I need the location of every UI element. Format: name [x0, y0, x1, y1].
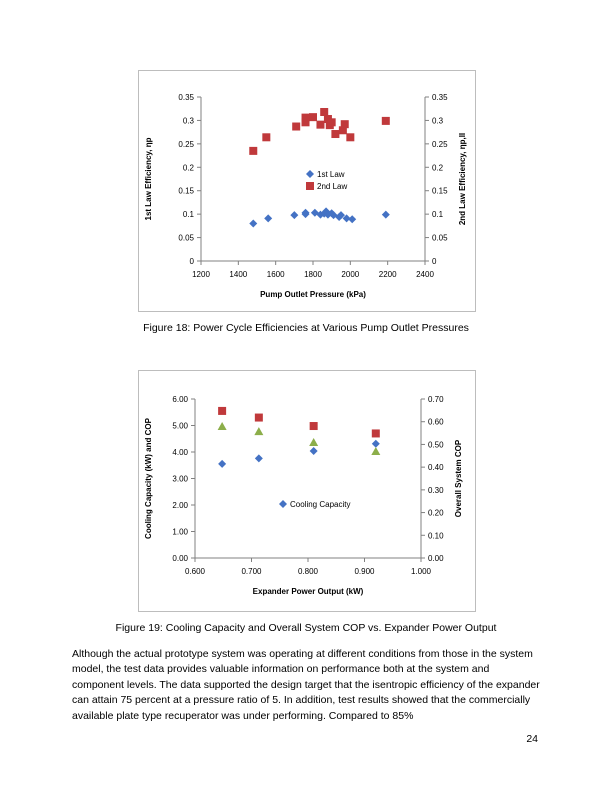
series-2-point: [316, 121, 324, 129]
x-tick-label: 0.600: [184, 567, 206, 576]
figure-19-chart: [138, 370, 476, 612]
y-right-tick-label: 0.2: [432, 163, 444, 173]
y-right-tick-label: 0.35: [432, 93, 448, 102]
page-number: 24: [526, 733, 538, 745]
series-2-point: [309, 113, 317, 121]
series-1-point: [310, 447, 318, 455]
y-left-tick-label: 0.35: [178, 93, 194, 102]
legend-label-1: Cooling Capacity: [290, 500, 351, 509]
series-1-point: [218, 460, 226, 468]
series-1-point: [255, 454, 263, 462]
series-2-point: [255, 414, 263, 422]
figure-18-chart: [138, 70, 476, 312]
series-2-point: [249, 147, 257, 155]
y-right-tick-label: 0.40: [428, 463, 444, 473]
series-2-point: [310, 422, 318, 430]
legend-label-1: 1st Law: [317, 170, 345, 179]
y-left-tick-label: 0.15: [178, 186, 194, 196]
legend-marker-1: [279, 500, 287, 508]
y-right-tick-label: 0.1: [432, 210, 444, 220]
x-tick-label: 0.800: [297, 567, 319, 576]
series-1-point: [382, 211, 390, 219]
y-right-tick-label: 0.00: [428, 554, 444, 563]
series-3-point: [309, 438, 318, 446]
figure-19-caption: Figure 19: Cooling Capacity and Overall System COP vs. Expander Power Output: [115, 622, 497, 634]
x-tick-label: 1200: [192, 270, 210, 279]
y-left-tick-label: 4.00: [172, 448, 188, 457]
y-left-tick-label: 0.2: [182, 163, 194, 173]
series-2-point: [262, 133, 270, 141]
x-tick-label: 0.900: [354, 567, 375, 576]
y-right-tick-label: 0.70: [428, 395, 444, 404]
x-tick-label: 2200: [378, 270, 397, 279]
series-3-point: [254, 427, 263, 435]
x-tick-label: 2400: [416, 270, 434, 279]
y-left-axis-title: Cooling Capacity (kW) and COP: [144, 418, 153, 539]
y-right-tick-label: 0: [432, 257, 437, 266]
y-right-axis-title: 2nd Law Efficiency, ηp,II: [458, 132, 467, 226]
y-left-tick-label: 0.1: [182, 210, 194, 220]
y-left-tick-label: 0.00: [172, 554, 188, 563]
x-tick-label: 0.700: [241, 567, 262, 576]
x-axis-title: Expander Power Output (kW): [252, 587, 364, 596]
y-left-tick-label: 5.00: [172, 421, 188, 431]
y-right-tick-label: 0.60: [428, 417, 444, 427]
y-right-tick-label: 0.15: [432, 186, 448, 196]
series-2-point: [292, 123, 300, 131]
y-right-tick-label: 0.05: [432, 233, 448, 243]
x-tick-label: 1600: [266, 270, 285, 279]
y-left-tick-label: 6.00: [172, 395, 188, 404]
figure-19-svg: [139, 371, 475, 611]
series-1-point: [290, 211, 298, 219]
series-3-point: [218, 422, 227, 430]
figure-18-caption: Figure 18: Power Cycle Efficiencies at Various Pump Outlet Pressures: [143, 322, 469, 334]
y-right-tick-label: 0.10: [428, 531, 444, 541]
x-axis-title: Pump Outlet Pressure (kPa): [260, 290, 366, 299]
series-1-point: [372, 440, 380, 448]
y-right-tick-label: 0.3: [432, 116, 444, 126]
series-1-point: [348, 215, 356, 223]
y-right-axis-title: Overall System COP: [454, 439, 463, 518]
legend-marker-1: [306, 170, 314, 178]
series-2-point: [382, 117, 390, 125]
series-2-point: [302, 114, 310, 122]
series-1-point: [249, 220, 257, 228]
x-tick-label: 1400: [229, 270, 248, 279]
x-tick-label: 1800: [304, 270, 322, 279]
y-right-tick-label: 0.25: [432, 139, 448, 149]
series-2-point: [331, 130, 339, 138]
series-2-point: [372, 429, 380, 437]
series-1-point: [302, 209, 310, 217]
y-right-tick-label: 0.20: [428, 508, 444, 518]
series-3-point: [371, 447, 380, 455]
series-2-point: [346, 133, 354, 141]
x-tick-label: 2000: [341, 270, 360, 279]
series-1-point: [264, 214, 272, 222]
legend-label-2: 2nd Law: [317, 182, 348, 191]
y-left-tick-label: 0.25: [178, 139, 194, 149]
y-left-tick-label: 1.00: [172, 527, 188, 537]
y-left-tick-label: 2.00: [172, 501, 188, 510]
y-left-tick-label: 3.00: [172, 474, 188, 484]
y-right-tick-label: 0.30: [428, 485, 444, 495]
y-left-axis-title: 1st Law Efficiency, ηp: [144, 137, 153, 221]
series-2-point: [328, 118, 336, 126]
series-2-point: [218, 407, 226, 415]
y-left-tick-label: 0.05: [178, 233, 194, 243]
legend-marker-2: [306, 182, 314, 190]
series-2-point: [341, 120, 349, 128]
body-paragraph: Although the actual prototype system was operating at different conditions from those in the system model, the test data provides valuable information on performance both at the system and component levels. The data supported the design target that the isentropic efficiency of the expander can attain 75 percent at a pressure ratio of 5. In addition, test results showed that the commercially available plate type recuperator was under performing. Compared to 85%: [72, 648, 540, 722]
series-2-point: [320, 108, 328, 116]
figure-18-svg: [139, 71, 475, 311]
y-left-tick-label: 0.3: [182, 116, 194, 126]
x-tick-label: 1.000: [410, 567, 432, 576]
y-left-tick-label: 0: [189, 257, 194, 266]
y-right-tick-label: 0.50: [428, 440, 444, 450]
